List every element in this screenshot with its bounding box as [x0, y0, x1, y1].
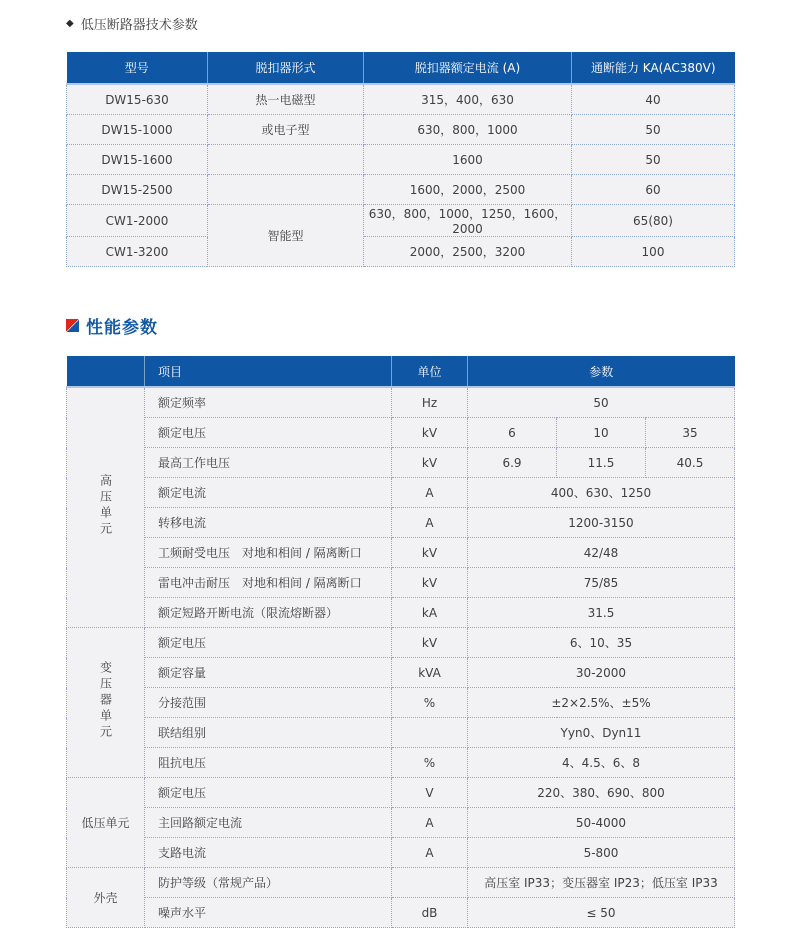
table-row [67, 538, 735, 568]
table-row [67, 778, 735, 808]
group-label-text: 高压单元 [98, 474, 113, 538]
cell-rated-current: 630，800，1000 [364, 115, 572, 145]
table-row [67, 418, 735, 448]
table-row [67, 628, 735, 658]
cell-unit [392, 868, 468, 898]
cell-param: 42/48 [468, 538, 735, 568]
group-label-text: 低压单元 [81, 816, 130, 830]
cell-item: 噪声水平 [145, 898, 392, 928]
cell-param: 220、380、690、800 [468, 778, 735, 808]
cell-item: 额定电压 [145, 418, 392, 448]
cell-param: 35 [646, 418, 735, 448]
cell-unit: kV [392, 538, 468, 568]
table-row [67, 84, 735, 115]
table-header-row [67, 52, 735, 84]
table-row [67, 688, 735, 718]
cell-param: 4、4.5、6、8 [468, 748, 735, 778]
table-row [67, 898, 735, 928]
cell-item: 额定电压 [145, 628, 392, 658]
section2-title [66, 313, 734, 338]
cell-item: 最高工作电压 [145, 448, 392, 478]
cell-item: 额定频率 [145, 387, 392, 418]
table-row [67, 808, 735, 838]
cell-unit: kVA [392, 658, 468, 688]
cell-param: 10 [557, 418, 646, 448]
col-group [67, 356, 145, 387]
table-row [67, 508, 735, 538]
cell-param: 6 [468, 418, 557, 448]
cell-trip-type [208, 175, 364, 205]
table-row [67, 175, 735, 205]
cell-param: 5-800 [468, 838, 735, 868]
section1-title [66, 14, 734, 33]
cell-param: 11.5 [557, 448, 646, 478]
col-unit: 单位 [392, 356, 468, 387]
cell-param: 75/85 [468, 568, 735, 598]
table-row [67, 478, 735, 508]
cell-param: 50 [468, 387, 735, 418]
table-row [67, 448, 735, 478]
cell-param: 6、10、35 [468, 628, 735, 658]
cell-model: DW15-1600 [67, 145, 208, 175]
table-row [67, 658, 735, 688]
cell-model: DW15-630 [67, 84, 208, 115]
section-square-icon [66, 319, 79, 332]
group-label-low-voltage-unit [67, 778, 145, 868]
cell-unit [392, 718, 468, 748]
cell-unit: kA [392, 598, 468, 628]
cell-unit: A [392, 808, 468, 838]
col-trip-type: 脱扣器形式 [208, 52, 364, 84]
cell-breaking-capacity: 65(80) [572, 205, 735, 237]
col-item: 项目 [145, 356, 392, 387]
cell-param: 6.9 [468, 448, 557, 478]
cell-trip-type: 智能型 [208, 205, 364, 267]
cell-breaking-capacity: 50 [572, 115, 735, 145]
table-header-row [67, 356, 735, 387]
cell-unit: V [392, 778, 468, 808]
table-row [67, 387, 735, 418]
cell-breaking-capacity: 60 [572, 175, 735, 205]
cell-item: 工频耐受电压 对地和相间 / 隔离断口 [145, 538, 392, 568]
cell-item: 额定容量 [145, 658, 392, 688]
cell-model: DW15-1000 [67, 115, 208, 145]
table-row [67, 718, 735, 748]
table-row [67, 205, 735, 237]
cell-rated-current: 2000，2500，3200 [364, 237, 572, 267]
table-row [67, 868, 735, 898]
cell-param: 30-2000 [468, 658, 735, 688]
cell-unit: A [392, 478, 468, 508]
cell-model: DW15-2500 [67, 175, 208, 205]
group-label-enclosure [67, 868, 145, 928]
col-model: 型号 [67, 52, 208, 84]
cell-unit: kV [392, 568, 468, 598]
performance-table [66, 356, 735, 928]
cell-rated-current: 1600 [364, 145, 572, 175]
cell-item: 分接范围 [145, 688, 392, 718]
cell-rated-current: 1600，2000，2500 [364, 175, 572, 205]
cell-param: 31.5 [468, 598, 735, 628]
cell-rated-current: 630，800，1000，1250，1600，2000 [364, 205, 572, 237]
col-breaking-capacity: 通断能力 KA(AC380V) [572, 52, 735, 84]
cell-trip-type [208, 145, 364, 175]
cell-item: 雷电冲击耐压 对地和相间 / 隔离断口 [145, 568, 392, 598]
cell-breaking-capacity: 100 [572, 237, 735, 267]
cell-model: CW1-3200 [67, 237, 208, 267]
cell-model: CW1-2000 [67, 205, 208, 237]
cell-breaking-capacity: 50 [572, 145, 735, 175]
table-row [67, 145, 735, 175]
cell-param: 40.5 [646, 448, 735, 478]
cell-unit: % [392, 688, 468, 718]
cell-item: 阻抗电压 [145, 748, 392, 778]
table-row [67, 598, 735, 628]
cell-param: 高压室 IP33；变压器室 IP23；低压室 IP33 [468, 868, 735, 898]
cell-param: ±2×2.5%、±5% [468, 688, 735, 718]
cell-param: Yyn0、Dyn11 [468, 718, 735, 748]
cell-item: 主回路额定电流 [145, 808, 392, 838]
breaker-table [66, 52, 735, 267]
cell-unit: Hz [392, 387, 468, 418]
table-row [67, 237, 735, 267]
group-label-transformer-unit [67, 628, 145, 778]
cell-trip-type: 或电子型 [208, 115, 364, 145]
cell-unit: kV [392, 628, 468, 658]
cell-unit: kV [392, 448, 468, 478]
cell-unit: kV [392, 418, 468, 448]
section2-title-text: 性能参数 [86, 318, 158, 338]
table-row [67, 838, 735, 868]
group-label-high-voltage-unit [67, 387, 145, 628]
cell-param: 50-4000 [468, 808, 735, 838]
table-row [67, 115, 735, 145]
cell-trip-type: 热一电磁型 [208, 84, 364, 115]
col-rated-current: 脱扣器额定电流 (A) [364, 52, 572, 84]
cell-item: 转移电流 [145, 508, 392, 538]
cell-item: 联结组别 [145, 718, 392, 748]
cell-unit: % [392, 748, 468, 778]
cell-unit: A [392, 508, 468, 538]
col-param: 参数 [468, 356, 735, 387]
cell-item: 额定电压 [145, 778, 392, 808]
table-row [67, 568, 735, 598]
diamond-bullet-icon: ◆ [66, 17, 74, 29]
table-row [67, 748, 735, 778]
cell-unit: A [392, 838, 468, 868]
cell-item: 防护等级（常规产品） [145, 868, 392, 898]
group-label-text: 外壳 [93, 891, 118, 905]
cell-param: 400、630、1250 [468, 478, 735, 508]
cell-item: 支路电流 [145, 838, 392, 868]
section1-title-text: 低压断路器技术参数 [80, 18, 198, 33]
cell-breaking-capacity: 40 [572, 84, 735, 115]
cell-param: ≤ 50 [468, 898, 735, 928]
cell-item: 额定短路开断电流（限流熔断器） [145, 598, 392, 628]
group-label-text: 变压器单元 [98, 661, 113, 741]
cell-item: 额定电流 [145, 478, 392, 508]
cell-param: 1200-3150 [468, 508, 735, 538]
cell-unit: dB [392, 898, 468, 928]
cell-rated-current: 315，400，630 [364, 84, 572, 115]
